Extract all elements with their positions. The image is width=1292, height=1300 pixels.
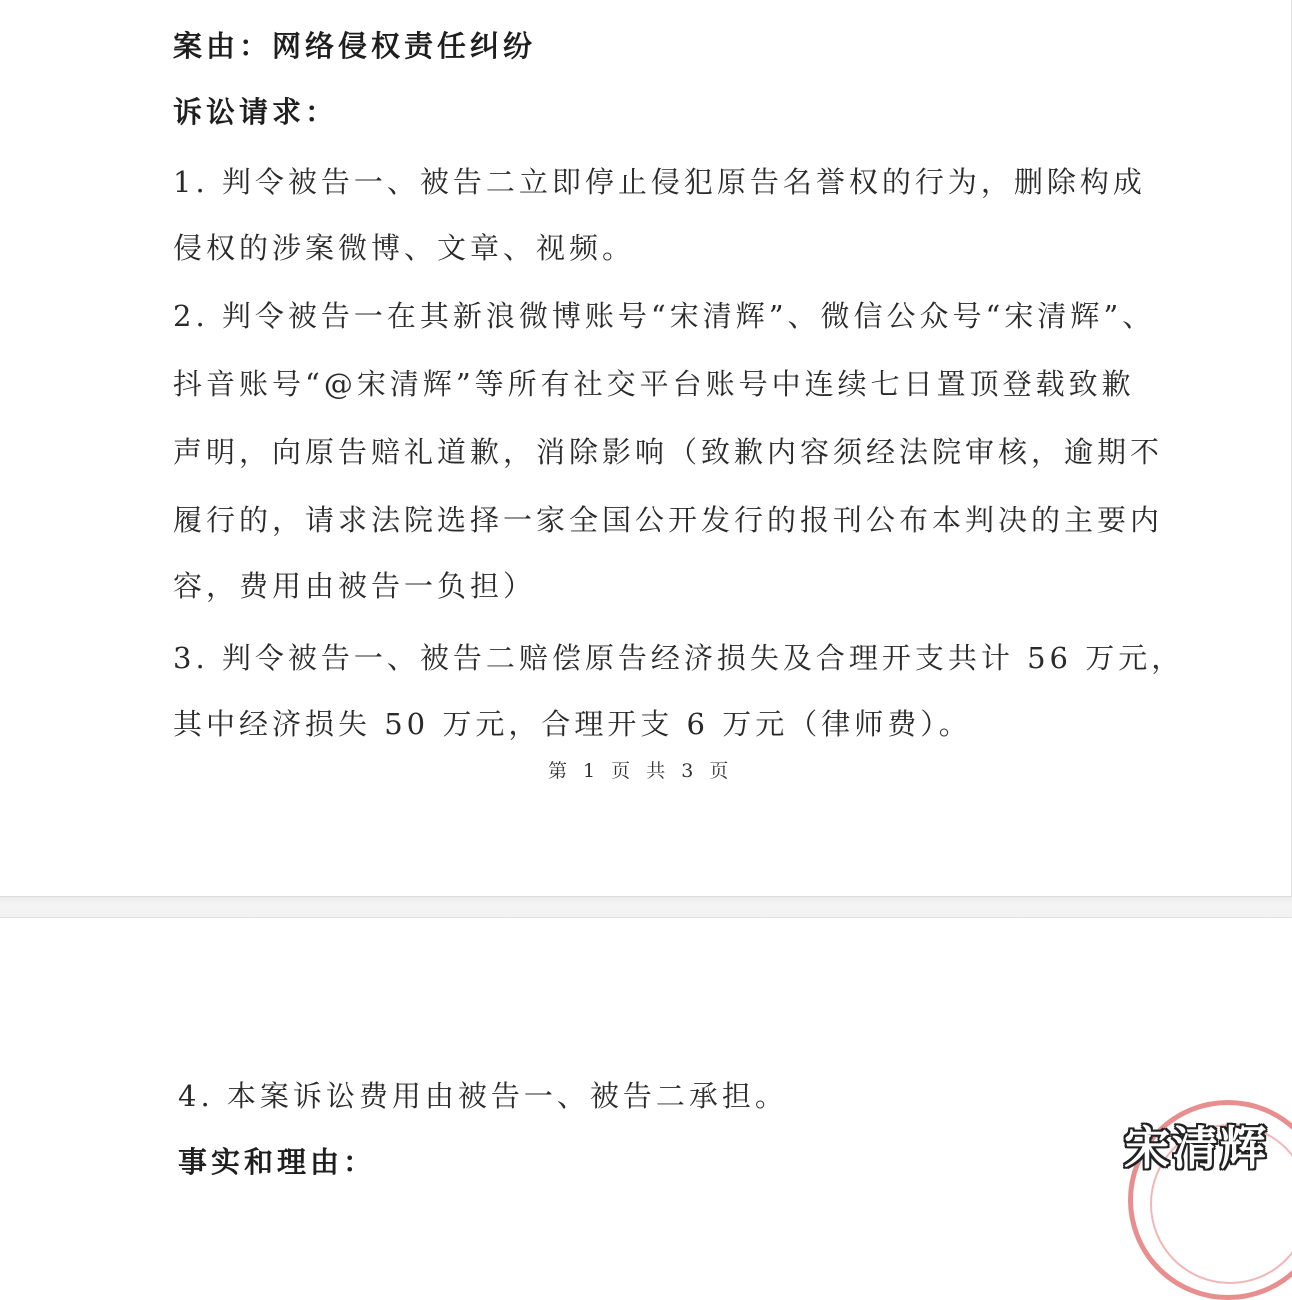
case-cause-heading: 案由：网络侵权责任纠纷: [173, 29, 537, 63]
claims-heading: 诉讼请求：: [173, 95, 339, 129]
facts-heading: 事实和理由：: [178, 1145, 377, 1179]
claim-line-8: 3. 判令被告一、被告二赔偿原告经济损失及合理开支共计 56 万元，: [173, 641, 1185, 675]
claim-line-9: 其中经济损失 50 万元，合理开支 6 万元（律师费）。: [173, 707, 972, 741]
page-separator: [0, 896, 1292, 918]
claim-line-6: 履行的，请求法院选择一家全国公开发行的报刊公布本判决的主要内: [173, 503, 1164, 537]
watermark-text: 宋清辉: [1124, 1121, 1268, 1175]
claim-line-7: 容，费用由被告一负担）: [173, 569, 537, 603]
claim-line-4: 抖音账号“@宋清辉”等所有社交平台账号中连续七日置顶登载致歉: [173, 367, 1135, 401]
claim-line-10: 4. 本案诉讼费用由被告一、被告二承担。: [178, 1079, 788, 1113]
claim-line-3: 2. 判令被告一在其新浪微博账号“宋清辉”、微信公众号“宋清辉”、: [173, 299, 1156, 333]
claim-line-5: 声明，向原告赔礼道歉，消除影响（致歉内容须经法院审核，逾期不: [173, 435, 1164, 469]
claim-line-1: 1. 判令被告一、被告二立即停止侵犯原告名誉权的行为，删除构成: [173, 165, 1146, 199]
claim-line-2: 侵权的涉案微博、文章、视频。: [173, 231, 636, 265]
page-footer: 第 1 页 共 3 页: [548, 760, 734, 782]
